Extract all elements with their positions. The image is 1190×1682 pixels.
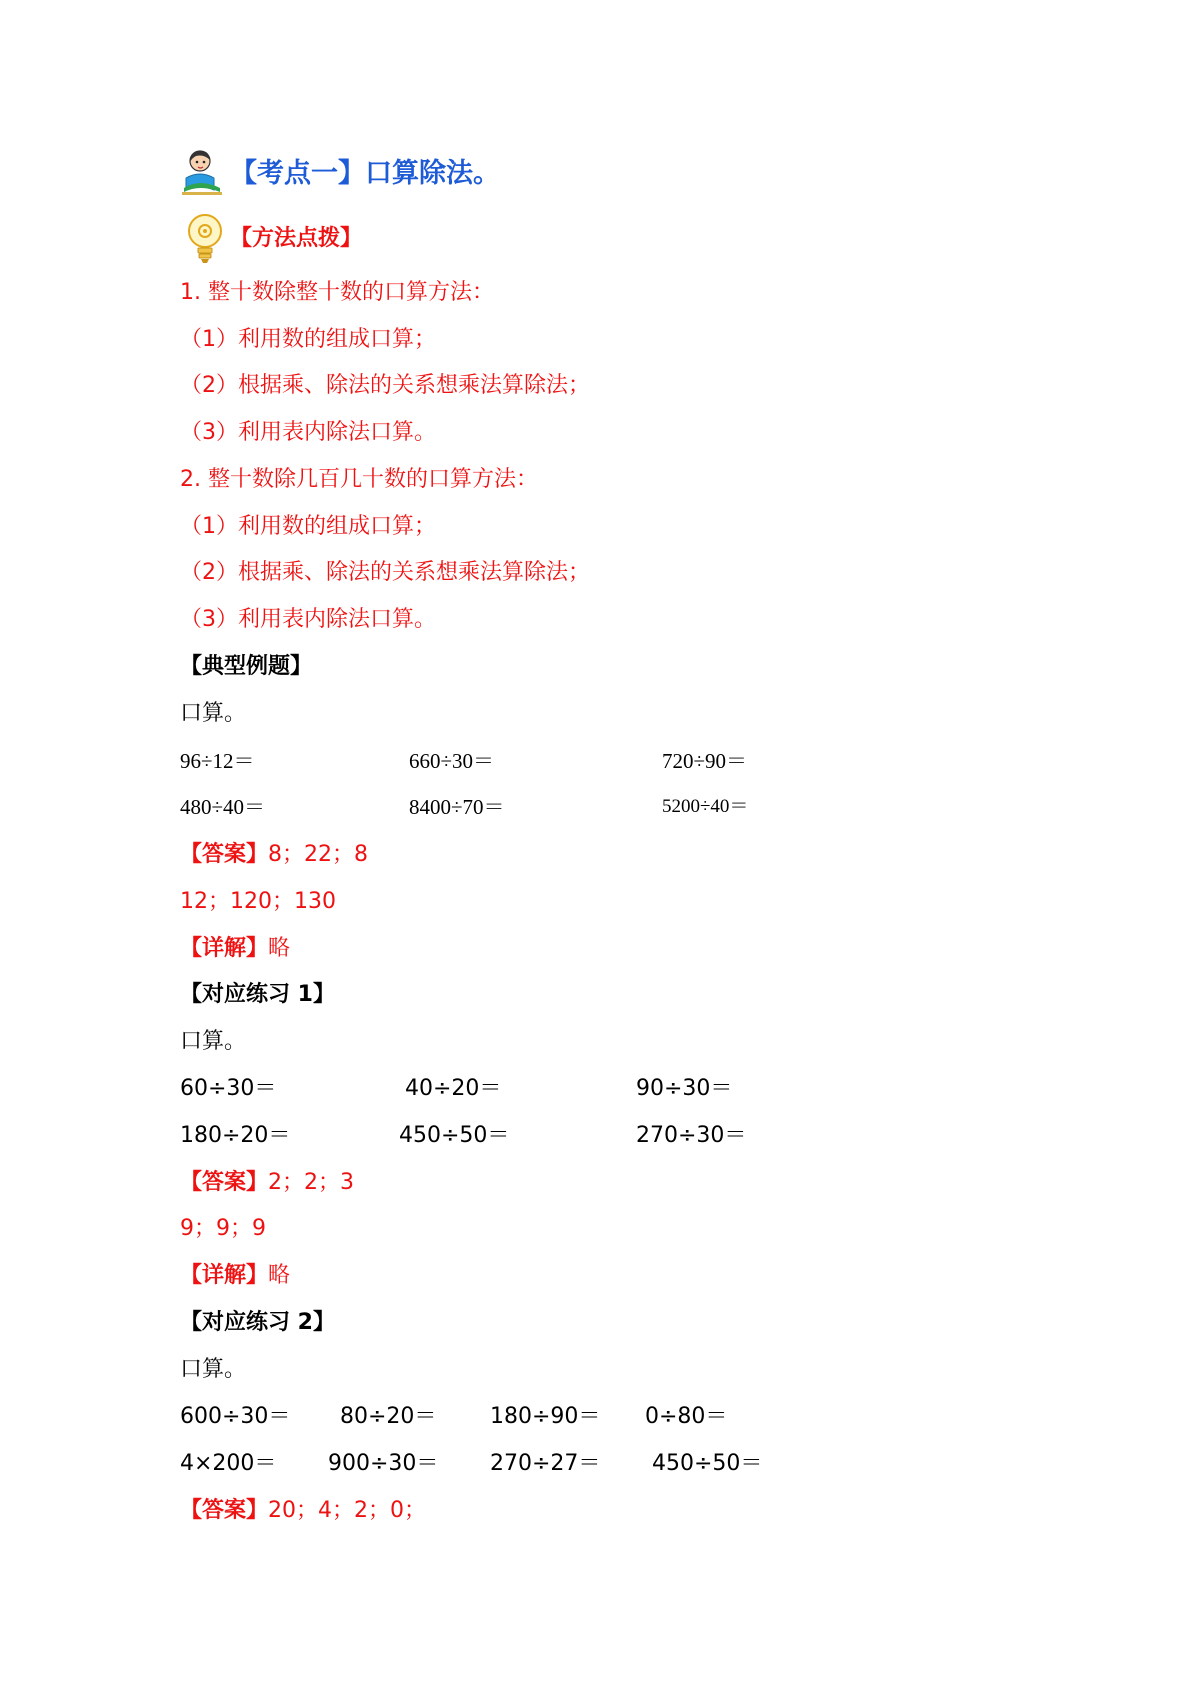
practice-2-answer (180, 1496, 426, 1526)
example-label: 【典型例题】 (180, 654, 313, 679)
problem: 480÷40＝ (180, 795, 266, 819)
method-point-1-title: 1. 整十数除整十数的口算方法： (180, 280, 494, 305)
problem: 270÷27＝ (490, 1451, 601, 1476)
problem: 80÷20＝ (340, 1404, 437, 1429)
problem: 180÷90＝ (490, 1404, 601, 1429)
topic-bracket-label: 【考点一】 (230, 158, 365, 189)
method-point-1-item: （1）利用数的组成口算； (180, 327, 436, 352)
answer-label: 【答案】 (180, 1498, 269, 1523)
problem: 90÷30＝ (636, 1076, 733, 1101)
topic-title: 口算除法。 (365, 158, 500, 189)
practice-1-label: 【对应练习 1】 (180, 982, 335, 1007)
example-prompt: 口算。 (180, 701, 247, 726)
practice-2-prompt: 口算。 (180, 1357, 247, 1382)
problem: 720÷90＝ (662, 749, 748, 773)
method-point-2-item: （2）根据乘、除法的关系想乘法算除法； (180, 560, 590, 585)
problem: 180÷20＝ (180, 1123, 291, 1148)
practice-1-detail (180, 1261, 290, 1291)
practice-2-label: 【对应练习 2】 (180, 1310, 335, 1335)
problem: 270÷30＝ (636, 1123, 747, 1148)
method-point-2-item: （3）利用表内除法口算。 (180, 607, 436, 632)
answer-label: 【答案】 (180, 842, 269, 867)
answer-values: 8；22；8 (268, 842, 369, 867)
problem: 8400÷70＝ (409, 795, 505, 819)
method-point-2-item: （1）利用数的组成口算； (180, 514, 436, 539)
practice-1-prompt: 口算。 (180, 1029, 247, 1054)
detail-label: 【详解】 (180, 936, 269, 961)
method-point-1-item: （2）根据乘、除法的关系想乘法算除法； (180, 373, 590, 398)
problem: 450÷50＝ (652, 1451, 763, 1476)
problem: 450÷50＝ (399, 1123, 510, 1148)
answer-values: 2；2；3 (268, 1170, 355, 1195)
answer-values: 20；4；2；0； (268, 1498, 427, 1523)
answer-label: 【答案】 (180, 1170, 269, 1195)
detail-text: 略 (268, 936, 291, 961)
problem: 60÷30＝ (180, 1076, 277, 1101)
topic-heading (230, 157, 500, 191)
problem: 40÷20＝ (405, 1076, 502, 1101)
example-answer-line-2: 12；120；130 (180, 889, 336, 914)
problem: 600÷30＝ (180, 1404, 291, 1429)
detail-text: 略 (268, 1263, 291, 1288)
problem: 0÷80＝ (645, 1404, 728, 1429)
example-detail (180, 934, 290, 964)
example-answer (180, 840, 368, 870)
method-label: 【方法点拨】 (230, 226, 363, 251)
problem: 5200÷40＝ (662, 796, 749, 817)
method-point-1-item: （3）利用表内除法口算。 (180, 420, 436, 445)
problem: 900÷30＝ (328, 1451, 439, 1476)
method-point-2-title: 2. 整十数除几百几十数的口算方法： (180, 467, 538, 492)
problem: 96÷12＝ (180, 749, 255, 773)
student-reading-icon (180, 148, 226, 196)
problem: 660÷30＝ (409, 749, 495, 773)
problem: 4×200＝ (180, 1451, 277, 1476)
practice-1-answer-line-2: 9；9；9 (180, 1216, 266, 1241)
practice-1-answer (180, 1168, 354, 1198)
detail-label: 【详解】 (180, 1263, 269, 1288)
lightbulb-icon (185, 212, 225, 266)
